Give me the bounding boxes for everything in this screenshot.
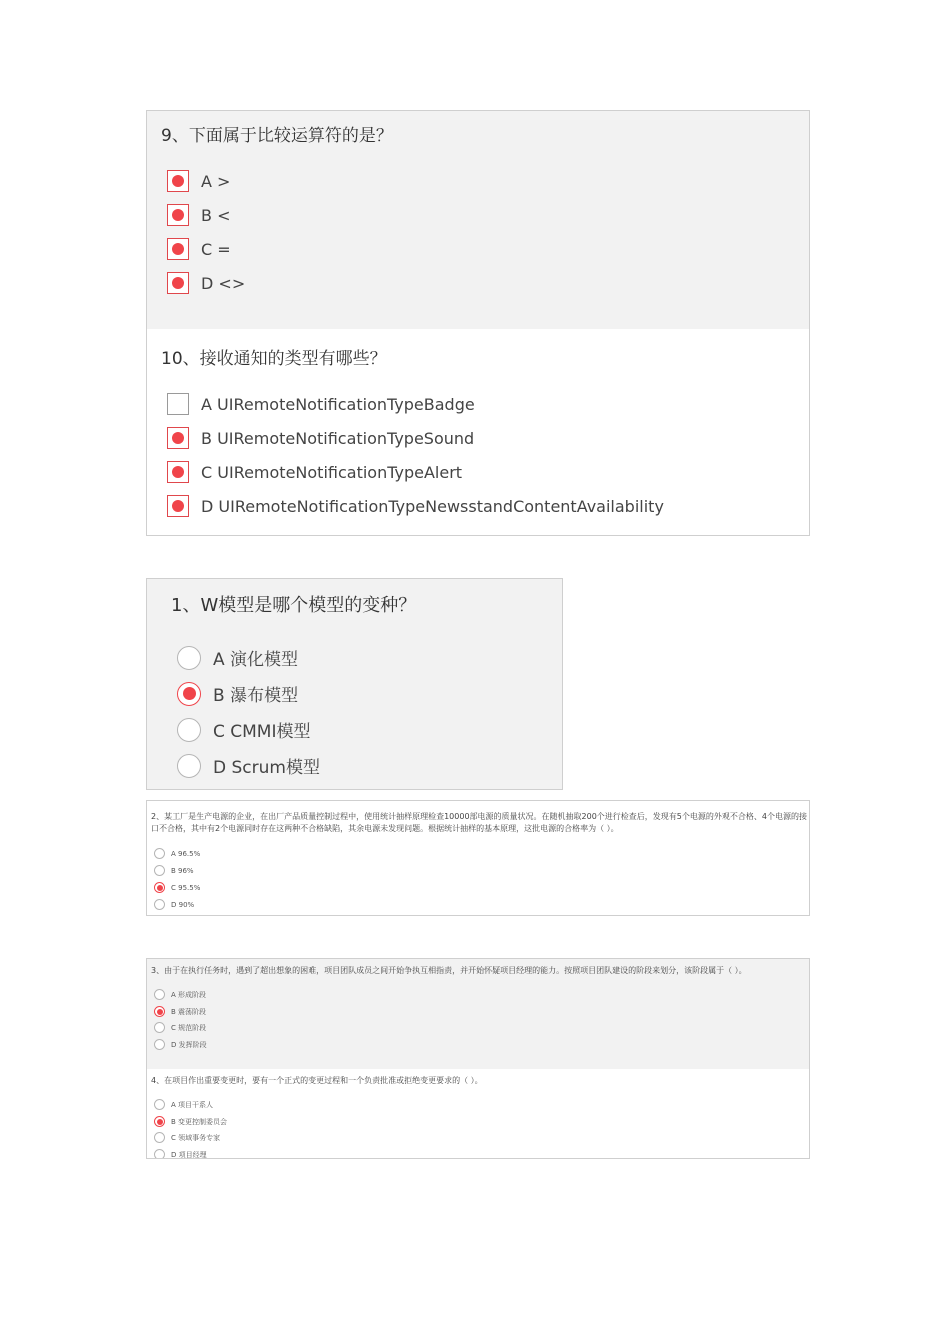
q10-option-d[interactable] xyxy=(167,495,664,517)
question-4-block xyxy=(147,1069,809,1159)
q2-option-d[interactable] xyxy=(154,899,194,910)
q1-option-b[interactable] xyxy=(177,681,298,706)
q2-option-a[interactable] xyxy=(154,848,200,859)
q10-option-b[interactable] xyxy=(167,427,474,449)
question-panel-1 xyxy=(146,578,563,790)
radio-unselected-icon[interactable] xyxy=(154,1039,165,1050)
question-3-block xyxy=(147,959,809,1069)
checkbox-checked-icon[interactable] xyxy=(167,272,189,294)
option-label: B 96% xyxy=(171,866,194,875)
question-panel-2 xyxy=(146,800,810,916)
option-label: C 95.5% xyxy=(171,883,201,892)
option-label: A 96.5% xyxy=(171,849,201,858)
q9-option-d[interactable] xyxy=(167,272,245,294)
q3-option-d[interactable] xyxy=(154,1039,207,1050)
radio-unselected-icon[interactable] xyxy=(154,865,165,876)
option-label: C UIRemoteNotificationTypeAlert xyxy=(201,462,463,482)
q4-option-d[interactable] xyxy=(154,1149,207,1159)
q9-option-c[interactable] xyxy=(167,238,231,260)
q2-option-c[interactable] xyxy=(154,882,200,893)
question-9-title: 9、下面属于比较运算符的是？ xyxy=(161,126,393,146)
checkbox-checked-icon[interactable] xyxy=(167,427,189,449)
checkbox-checked-icon[interactable] xyxy=(167,461,189,483)
q4-option-a[interactable] xyxy=(154,1099,213,1110)
checkbox-unchecked-icon[interactable] xyxy=(167,393,189,415)
q1-option-a[interactable] xyxy=(177,645,298,670)
question-10-block xyxy=(147,329,809,536)
option-label: D Scrum模型 xyxy=(213,758,320,778)
q4-option-b[interactable] xyxy=(154,1116,227,1127)
option-label: D 90% xyxy=(171,900,195,909)
option-label: D UIRemoteNotificationTypeNewsstandContentAvailability xyxy=(201,496,664,516)
q4-option-c[interactable] xyxy=(154,1132,220,1143)
radio-unselected-icon[interactable] xyxy=(154,1099,165,1110)
radio-unselected-icon[interactable] xyxy=(177,718,201,742)
option-label: C 规范阶段 xyxy=(171,1023,207,1032)
option-label: A 演化模型 xyxy=(213,650,299,670)
radio-selected-icon[interactable] xyxy=(154,882,165,893)
q1-option-d[interactable] xyxy=(177,753,320,778)
checkbox-checked-icon[interactable] xyxy=(167,495,189,517)
radio-unselected-icon[interactable] xyxy=(154,899,165,910)
question-2-title: 2、某工厂是生产电源的企业，在出厂产品质量控制过程中，使用统计抽样原理检查10000部电源的质量状况。在随机抽取200个进行检查后，发现有5个电源的外观不合格、4个电源的接口不合格，其中有2个电源同时存在这两种不合格缺陷，其余电源未发现问题。根据统计抽样的基本原理，这批电源的合格率为（ ）。 xyxy=(151,812,807,833)
checkbox-checked-icon[interactable] xyxy=(167,204,189,226)
radio-unselected-icon[interactable] xyxy=(154,1132,165,1143)
option-label: A > xyxy=(201,171,231,191)
radio-unselected-icon[interactable] xyxy=(154,1022,165,1033)
option-label: B < xyxy=(201,205,231,225)
option-label: D 项目经理 xyxy=(171,1150,207,1159)
option-label: D <> xyxy=(201,273,246,293)
radio-selected-icon[interactable] xyxy=(177,682,201,706)
radio-selected-icon[interactable] xyxy=(154,1006,165,1017)
question-panel-9-10 xyxy=(146,110,810,536)
option-label: B 变更控制委员会 xyxy=(171,1117,228,1126)
option-label: B UIRemoteNotificationTypeSound xyxy=(201,428,475,448)
option-label: A UIRemoteNotificationTypeBadge xyxy=(201,394,475,414)
radio-unselected-icon[interactable] xyxy=(154,848,165,859)
question-1-title: 1、W模型是哪个模型的变种？ xyxy=(171,595,417,616)
q10-option-a[interactable] xyxy=(167,393,475,415)
question-10-title: 10、接收通知的类型有哪些？ xyxy=(161,349,387,369)
radio-unselected-icon[interactable] xyxy=(154,1149,165,1159)
question-panel-3-4 xyxy=(146,958,810,1159)
q3-option-b[interactable] xyxy=(154,1006,206,1017)
checkbox-checked-icon[interactable] xyxy=(167,238,189,260)
q9-option-a[interactable] xyxy=(167,170,230,192)
radio-unselected-icon[interactable] xyxy=(177,754,201,778)
question-4-title: 4、在项目作出重要变更时，要有一个正式的变更过程和一个负责批准或拒绝变更要求的（ ）。 xyxy=(151,1076,483,1085)
q1-option-c[interactable] xyxy=(177,717,311,742)
radio-selected-icon[interactable] xyxy=(154,1116,165,1127)
option-label: B 震荡阶段 xyxy=(171,1007,207,1016)
option-label: C 领域事务专家 xyxy=(171,1133,221,1142)
option-label: A 项目干系人 xyxy=(171,1100,214,1109)
question-9-block xyxy=(147,111,809,329)
question-3-title: 3、由于在执行任务时，遇到了超出想象的困难，项目团队成员之间开始争执互相指责，并开始怀疑项目经理的能力。按照项目团队建设的阶段来划分，该阶段属于（ ）。 xyxy=(151,966,747,975)
option-label: C = xyxy=(201,239,231,259)
radio-unselected-icon[interactable] xyxy=(177,646,201,670)
option-label: B 瀑布模型 xyxy=(213,686,299,706)
option-label: A 形成阶段 xyxy=(171,990,207,999)
option-label: D 发挥阶段 xyxy=(171,1040,207,1049)
checkbox-checked-icon[interactable] xyxy=(167,170,189,192)
q9-option-b[interactable] xyxy=(167,204,230,226)
q10-option-c[interactable] xyxy=(167,461,462,483)
option-label: C CMMI模型 xyxy=(213,722,311,742)
q3-option-a[interactable] xyxy=(154,989,206,1000)
radio-unselected-icon[interactable] xyxy=(154,989,165,1000)
q2-option-b[interactable] xyxy=(154,865,194,876)
q3-option-c[interactable] xyxy=(154,1022,206,1033)
